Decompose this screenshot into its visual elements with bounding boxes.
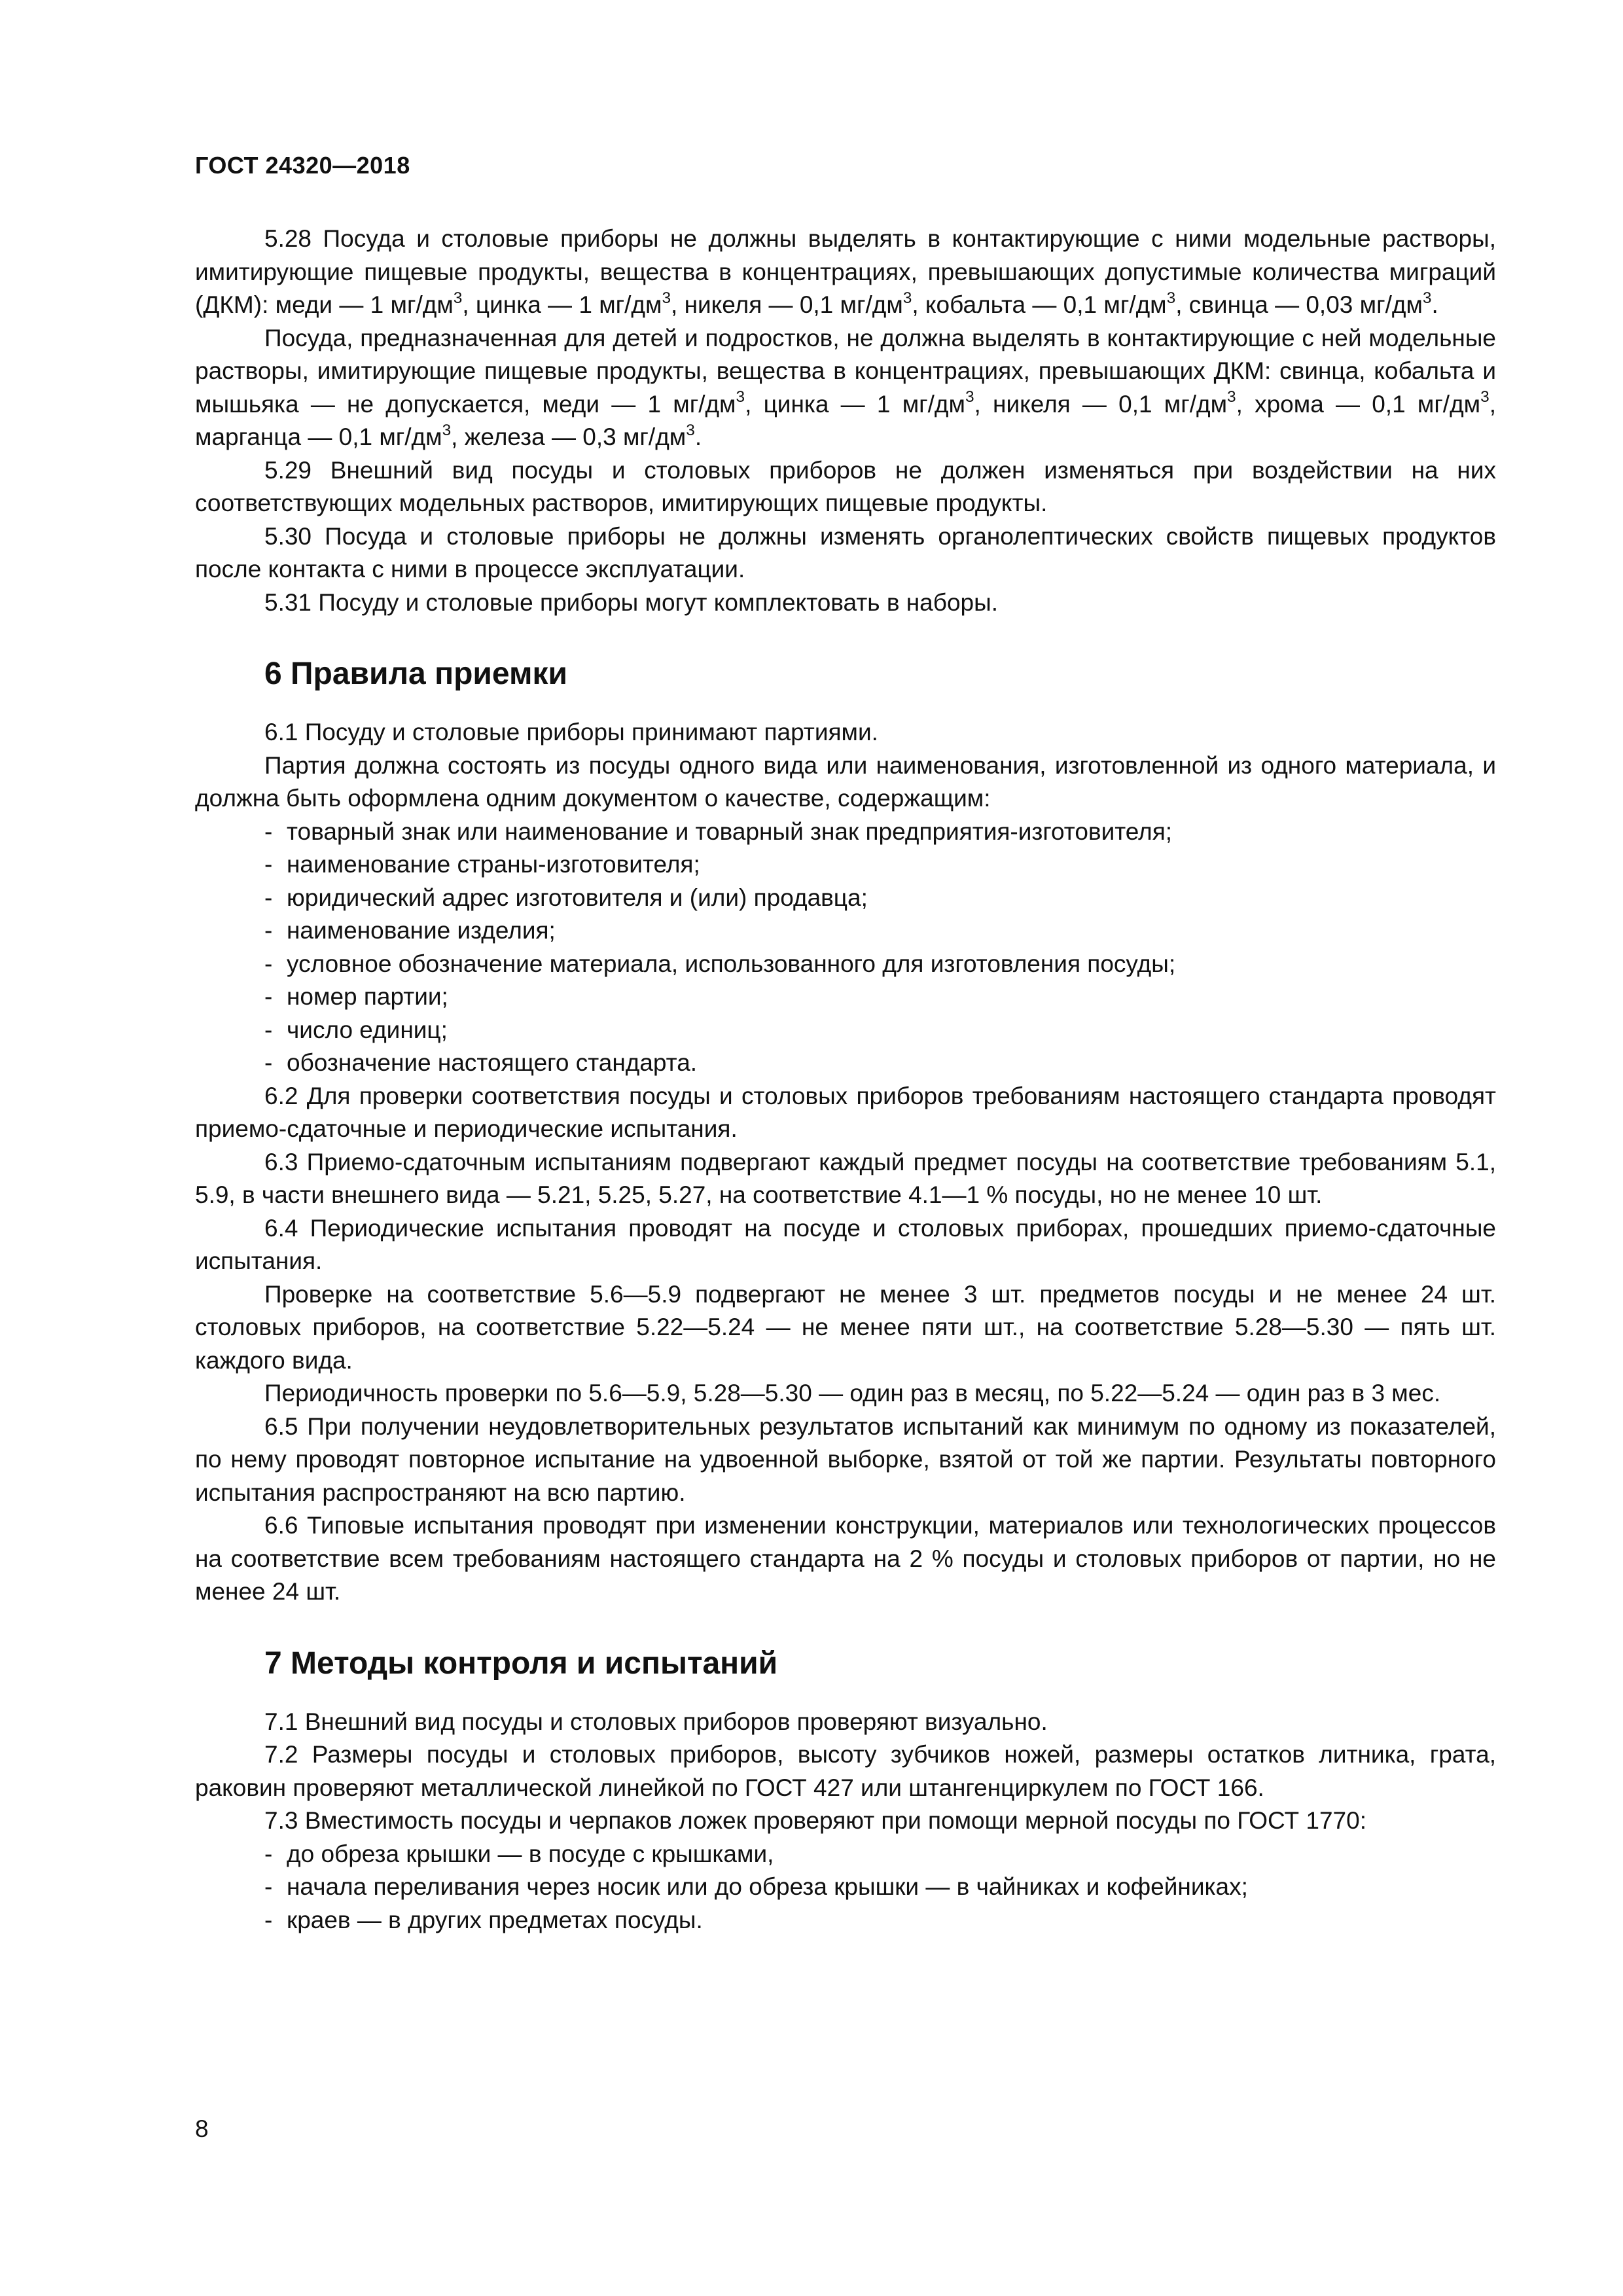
paragraph-7-3: 7.3 Вместимость посуды и черпаков ложек проверяют при помощи мерной посуды по ГОСТ 1770:: [264, 1807, 1366, 1834]
paragraph-7-2: 7.2 Размеры посуды и столовых приборов, высоту зубчиков ножей, размеры остатков литника, грата, раковин проверяют металлической линейкой по ГОСТ 427 или штангенциркулем по ГОСТ 166.: [195, 1741, 1496, 1801]
paragraph-5-28: 5.28 Посуда и столовые приборы не должны выделять в контактирующие с ними модельные растворы, имитирующие пищевые продукты, вещества в концентрациях, превышающих допустимые количества миграций (ДКМ): меди — 1 $мг/дм^3$, цинка — 1 $мг/дм^3$, никеля — 0,1 $мг/дм^3$, кобальта — 0,1 $мг/дм^3$, свинца — 0,03 $мг/дм^3$.: [195, 225, 1496, 318]
dash-marker: -: [264, 1906, 273, 1933]
dash-marker: -: [264, 1049, 273, 1076]
paragraph-6-4: 6.4 Периодические испытания проводят на посуде и столовых приборах, прошедших приемо-сдаточные испытания.: [195, 1214, 1496, 1274]
quality-document-list: [195, 816, 1496, 1080]
list-item: - наименование страны-изготовителя;: [195, 848, 1496, 882]
superscript: 3: [1227, 388, 1236, 406]
superscript: 3: [1422, 289, 1432, 307]
list-item: - номер партии;: [195, 980, 1496, 1014]
section-6-heading: 6 Правила приемки: [264, 656, 568, 691]
paragraph-6-1-batch: Партия должна состоять из посуды одного вида или наименования, изготовленной из одного материала, и должна быть оформлена одним документом о качестве, содержащим:: [195, 751, 1496, 812]
superscript: 3: [965, 388, 974, 406]
superscript: 3: [442, 421, 452, 439]
dash-marker: -: [264, 851, 273, 878]
superscript: 3: [736, 388, 745, 406]
paragraph-5-30: 5.30 Посуда и столовые приборы не должны изменять органолептических свойств пищевых продуктов после контакта с ними в процессе эксплуатации.: [195, 522, 1496, 583]
list-item: - наименование изделия;: [195, 914, 1496, 948]
list-item: - юридический адрес изготовителя и (или) продавца;: [195, 882, 1496, 915]
superscript: 3: [1166, 289, 1176, 307]
paragraph-6-4-frequency: Периодичность проверки по 5.6—5.9, 5.28—5.30 — один раз в месяц, по 5.22—5.24 — один раз в 3 мес.: [264, 1380, 1441, 1407]
page-body: [195, 223, 1496, 1937]
dash-marker: -: [264, 983, 273, 1010]
list-item: - товарный знак или наименование и товарный знак предприятия-изготовителя;: [195, 816, 1496, 849]
paragraph-6-5: 6.5 При получении неудовлетворительных результатов испытаний как минимум по одному из показателей, по нему проводят повторное испытание на удвоенной выборке, взятой от той же партии. Результаты повторного испытания распространяют на всю партию.: [195, 1412, 1496, 1506]
list-item: - обозначение настоящего стандарта.: [195, 1047, 1496, 1080]
superscript: 3: [662, 289, 671, 307]
paragraph-6-3: 6.3 Приемо-сдаточным испытаниям подвергают каждый предмет посуды на соответствие требованиям 5.1, 5.9, в части внешнего вида — 5.21, 5.25, 5.27, на соответствие 4.1—1 % посуды, но не менее 10 шт.: [195, 1148, 1496, 1208]
page-number: 8: [195, 2115, 209, 2142]
section-7-heading: 7 Методы контроля и испытаний: [264, 1645, 778, 1681]
dash-marker: -: [264, 950, 273, 977]
capacity-check-list: [195, 1838, 1496, 1937]
paragraph-5-28-children: Посуда, предназначенная для детей и подростков, не должна выделять в контактирующие с ней модельные растворы, имитирующие пищевые продукты, вещества в концентрациях, превышающих ДКМ: свинца, кобальта и мышьяка — не допускается, меди — 1 $мг/дм^3$, цинка — 1 $мг/дм^3$, никеля — 0,1 $мг/дм^3$, хрома — 0,1 $мг/дм^3$, марганца — 0,1 $мг/дм^3$, железа — 0,3 $мг/дм^3$.: [195, 324, 1496, 450]
paragraph-5-31: 5.31 Посуду и столовые приборы могут комплектовать в наборы.: [264, 588, 998, 616]
paragraph-7-1: 7.1 Внешний вид посуды и столовых приборов проверяют визуально.: [264, 1708, 1048, 1735]
dash-marker: -: [264, 817, 273, 845]
dash-marker: -: [264, 884, 273, 911]
list-item: - до обреза крышки — в посуде с крышками,: [195, 1838, 1496, 1871]
list-item: - начала переливания через носик или до обреза крышки — в чайниках и кофейниках;: [195, 1871, 1496, 1904]
superscript: 3: [902, 289, 912, 307]
superscript: 3: [453, 289, 463, 307]
list-item: - число единиц;: [195, 1014, 1496, 1047]
paragraph-6-4-scope: Проверке на соответствие 5.6—5.9 подвергают не менее 3 шт. предметов посуды и не менее 24 шт. столовых приборов, на соответствие 5.22—5.24 — не менее пяти шт., на соответствие 5.28—5.30 — пять шт. каждого вида.: [195, 1280, 1496, 1374]
dash-marker: -: [264, 1873, 273, 1900]
superscript: 3: [1480, 388, 1489, 406]
dash-marker: -: [264, 917, 273, 944]
list-item: - краев — в других предметах посуды.: [195, 1904, 1496, 1937]
dash-marker: -: [264, 1016, 273, 1043]
paragraph-6-6: 6.6 Типовые испытания проводят при изменении конструкции, материалов или технологических процессов на соответствие всем требованиям настоящего стандарта на 2 % посуды и столовых приборов от партии, но не менее 24 шт.: [195, 1512, 1496, 1605]
document-code-header: ГОСТ 24320—2018: [195, 152, 410, 179]
dash-marker: -: [264, 1840, 273, 1867]
paragraph-5-29: 5.29 Внешний вид посуды и столовых приборов не должен изменяться при воздействии на них соответствующих модельных растворов, имитирующих пищевые продукты.: [195, 456, 1496, 516]
paragraph-6-1: 6.1 Посуду и столовые приборы принимают партиями.: [264, 719, 878, 745]
paragraph-6-2: 6.2 Для проверки соответствия посуды и столовых приборов требованиям настоящего стандарта проводят приемо-сдаточные и периодические испытания.: [195, 1082, 1496, 1142]
superscript: 3: [686, 421, 695, 439]
list-item: - условное обозначение материала, использованного для изготовления посуды;: [195, 948, 1496, 981]
